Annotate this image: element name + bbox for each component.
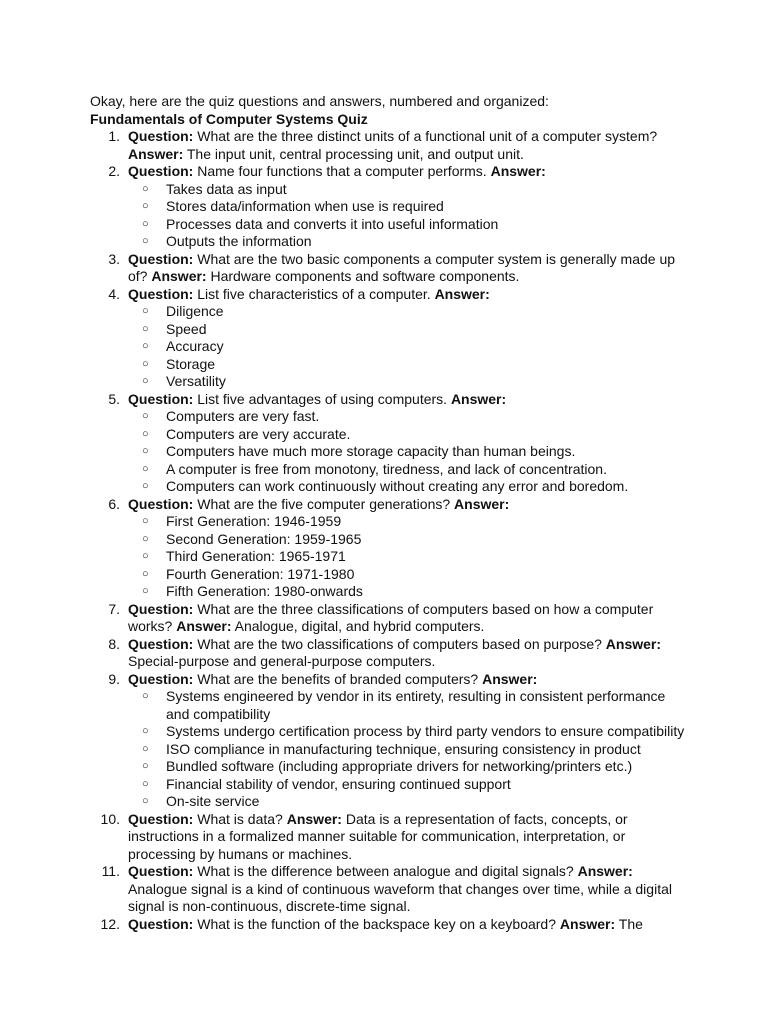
- answer-list-item: [128, 478, 690, 496]
- question-number: 10.: [100, 810, 120, 827]
- answer-label: Answer:: [128, 145, 184, 162]
- question-item: [90, 251, 690, 286]
- question-label: Question:: [128, 163, 194, 179]
- answer-list-item-text: Versatility: [166, 373, 226, 389]
- question-text: What are the three classifications of computers based on how a computer works?: [128, 600, 654, 634]
- answer-list-item-text: Second Generation: 1959-1965: [166, 530, 362, 547]
- answer-list-item: [128, 741, 690, 759]
- hollow-circle-bullet-icon: ○: [142, 567, 149, 580]
- hollow-circle-bullet-icon: ○: [142, 515, 149, 527]
- answer-list-item-text: A computer is free from monotony, tiredness, and lack of concentration.: [166, 460, 607, 477]
- answer-list-item: [128, 461, 690, 479]
- answer-list-item: [128, 548, 690, 566]
- answer-list-item-text: Third Generation: 1965-1971: [166, 548, 346, 564]
- hollow-circle-bullet-icon: ○: [142, 760, 149, 772]
- question-number: 8.: [108, 635, 120, 652]
- answer-list-item: [128, 426, 690, 444]
- hollow-circle-bullet-icon: ○: [142, 357, 149, 370]
- answer-list-item-text: Systems engineered by vendor in its entirety, resulting in consistent performance and compatibility: [166, 688, 666, 722]
- question-text: List five characteristics of a computer.: [197, 285, 431, 302]
- question-number: 1.: [108, 128, 120, 144]
- answer-text: Analogue signal is a kind of continuous waveform that changes over time, while a digital signal is non-continuous, discrete-time signal.: [128, 880, 672, 914]
- answer-text: Analogue, digital, and hybrid computers.: [234, 618, 485, 634]
- answer-list-item-text: Accuracy: [166, 338, 224, 354]
- answer-list-item: [128, 198, 690, 216]
- question-label: Question:: [128, 128, 194, 144]
- answer-list-item-text: Fourth Generation: 1971-1980: [166, 565, 355, 582]
- hollow-circle-bullet-icon: ○: [142, 375, 149, 387]
- answer-list-item-text: Fifth Generation: 1980-onwards: [166, 583, 363, 599]
- hollow-circle-bullet-icon: ○: [142, 410, 149, 422]
- question-text: What are the two classifications of computers based on purpose?: [197, 635, 602, 652]
- answer-list-item-text: ISO compliance in manufacturing technique, ensuring consistency in product: [166, 740, 641, 757]
- answer-list-item: [128, 723, 690, 741]
- question-label: Question:: [128, 600, 194, 617]
- answer-list-item-text: Stores data/information when use is required: [166, 198, 444, 214]
- hollow-circle-bullet-icon: ○: [142, 445, 149, 457]
- question-number: 3.: [108, 250, 120, 267]
- question-text: List five advantages of using computers.: [197, 390, 448, 407]
- question-number: 2.: [108, 163, 120, 179]
- question-item: [90, 636, 690, 671]
- question-text: What are the three distinct units of a functional unit of a computer system?: [197, 128, 658, 144]
- answer-list-item-text: Speed: [166, 320, 207, 337]
- answer-list-item: [128, 373, 690, 391]
- answer-list-item-text: Computers are very fast.: [166, 408, 320, 424]
- answer-list-item-text: Outputs the information: [166, 233, 312, 249]
- question-item: [90, 671, 690, 811]
- answer-text: The input unit, central processing unit, and output unit.: [186, 145, 524, 162]
- question-label: Question:: [128, 670, 194, 687]
- question-number: 9.: [108, 670, 120, 687]
- question-item: [90, 391, 690, 496]
- hollow-circle-bullet-icon: ○: [142, 585, 149, 597]
- answer-label: Answer:: [577, 863, 633, 879]
- hollow-circle-bullet-icon: ○: [142, 725, 149, 737]
- question-text: What is the difference between analogue and digital signals?: [197, 863, 574, 879]
- answer-list-item: [128, 408, 690, 426]
- answer-list-item-text: Computers are very accurate.: [166, 425, 351, 442]
- quiz-title: Fundamentals of Computer Systems Quiz: [90, 110, 368, 127]
- answer-label: Answer:: [490, 163, 546, 179]
- answer-list-item: [128, 531, 690, 549]
- question-number: 12.: [100, 915, 120, 932]
- answer-list-item: [128, 583, 690, 601]
- intro-text: Okay, here are the quiz questions and answers, numbered and organized:: [90, 93, 549, 109]
- question-label: Question:: [128, 635, 194, 652]
- answer-list-item-text: Financial stability of vendor, ensuring continued support: [166, 775, 511, 792]
- answer-label: Answer:: [176, 618, 232, 634]
- hollow-circle-bullet-icon: ○: [142, 742, 149, 755]
- question-label: Question:: [128, 863, 194, 879]
- question-text: What are the five computer generations?: [197, 495, 451, 512]
- answer-list-item: [128, 793, 690, 811]
- hollow-circle-bullet-icon: ○: [142, 795, 149, 807]
- question-label: Question:: [128, 915, 194, 932]
- question-number: 4.: [108, 285, 120, 302]
- question-label: Question:: [128, 810, 194, 827]
- answer-list-item-text: Computers have much more storage capacity than human beings.: [166, 443, 576, 459]
- answer-list-item: [128, 776, 690, 794]
- answer-list-item: [128, 181, 690, 199]
- answer-list: [128, 408, 690, 496]
- answer-list: [128, 181, 690, 251]
- answer-list-item: [128, 321, 690, 339]
- answer-text: Data is a representation of facts, concepts, or instructions in a formalized manner suitable for communication, interpretation, or processing by humans or machines.: [128, 810, 628, 862]
- answer-list-item-text: Diligence: [166, 303, 224, 319]
- answer-text: Hardware components and software components.: [210, 268, 520, 284]
- answer-list-item: [128, 443, 690, 461]
- answer-label: Answer:: [482, 670, 538, 687]
- answer-label: Answer:: [434, 285, 490, 302]
- answer-list: [128, 513, 690, 601]
- answer-list-item: [128, 338, 690, 356]
- question-text: What is the function of the backspace key on a keyboard?: [197, 915, 557, 932]
- hollow-circle-bullet-icon: ○: [142, 217, 149, 230]
- document-page: [90, 93, 690, 933]
- answer-list-item-text: First Generation: 1946-1959: [166, 513, 342, 529]
- answer-list-item: [128, 303, 690, 321]
- answer-list: [128, 303, 690, 391]
- hollow-circle-bullet-icon: ○: [142, 427, 149, 440]
- hollow-circle-bullet-icon: ○: [142, 322, 149, 335]
- answer-list-item: [128, 758, 690, 776]
- answer-list-item: [128, 566, 690, 584]
- question-label: Question:: [128, 390, 194, 407]
- question-item: [90, 863, 690, 916]
- hollow-circle-bullet-icon: ○: [142, 200, 149, 212]
- question-text: What are the two basic components a computer system is generally made up of?: [128, 250, 676, 284]
- answer-list-item: [128, 216, 690, 234]
- question-text: What are the benefits of branded computers?: [197, 670, 479, 687]
- hollow-circle-bullet-icon: ○: [142, 305, 149, 317]
- answer-label: Answer:: [454, 495, 510, 512]
- question-number: 6.: [108, 495, 120, 512]
- answer-text: Special-purpose and general-purpose computers.: [128, 653, 436, 669]
- answer-list-item-text: On-site service: [166, 793, 260, 809]
- question-item: [90, 128, 690, 163]
- answer-list-item-text: Storage: [166, 355, 216, 372]
- answer-list-item-text: Systems undergo certification process by third party vendors to ensure compatibility: [166, 723, 685, 739]
- hollow-circle-bullet-icon: ○: [142, 480, 149, 492]
- question-number: 5.: [108, 390, 120, 407]
- answer-label: Answer:: [605, 635, 662, 652]
- question-text: Name four functions that a computer performs.: [197, 163, 487, 179]
- answer-label: Answer:: [559, 915, 616, 932]
- answer-label: Answer:: [450, 390, 507, 407]
- answer-list-item-text: Computers can work continuously without creating any error and boredom.: [166, 478, 629, 494]
- answer-list: [128, 688, 690, 811]
- hollow-circle-bullet-icon: ○: [142, 182, 149, 195]
- hollow-circle-bullet-icon: ○: [142, 550, 149, 562]
- hollow-circle-bullet-icon: ○: [142, 462, 149, 475]
- question-text: What is data?: [197, 810, 283, 827]
- hollow-circle-bullet-icon: ○: [142, 532, 149, 545]
- question-item: [90, 916, 690, 934]
- question-item: [90, 163, 690, 251]
- answer-text: The: [618, 915, 643, 932]
- question-number: 11.: [101, 863, 120, 879]
- question-item: [90, 601, 690, 636]
- answer-list-item-text: Takes data as input: [166, 180, 287, 197]
- question-item: [90, 811, 690, 864]
- answer-list-item-text: Bundled software (including appropriate drivers for networking/printers etc.): [166, 758, 633, 774]
- answer-label: Answer:: [151, 268, 207, 284]
- question-label: Question:: [128, 250, 194, 267]
- hollow-circle-bullet-icon: ○: [142, 340, 149, 352]
- answer-list-item: [128, 356, 690, 374]
- answer-list-item: [128, 513, 690, 531]
- question-number: 7.: [108, 600, 120, 617]
- question-list: [90, 128, 690, 933]
- question-label: Question:: [128, 495, 194, 512]
- hollow-circle-bullet-icon: ○: [142, 777, 149, 790]
- question-item: [90, 286, 690, 391]
- hollow-circle-bullet-icon: ○: [142, 690, 149, 702]
- answer-list-item: [128, 688, 690, 723]
- question-item: [90, 496, 690, 601]
- answer-list-item-text: Processes data and converts it into useful information: [166, 215, 499, 232]
- question-label: Question:: [128, 285, 194, 302]
- hollow-circle-bullet-icon: ○: [142, 235, 149, 247]
- answer-label: Answer:: [286, 810, 342, 827]
- answer-list-item: [128, 233, 690, 251]
